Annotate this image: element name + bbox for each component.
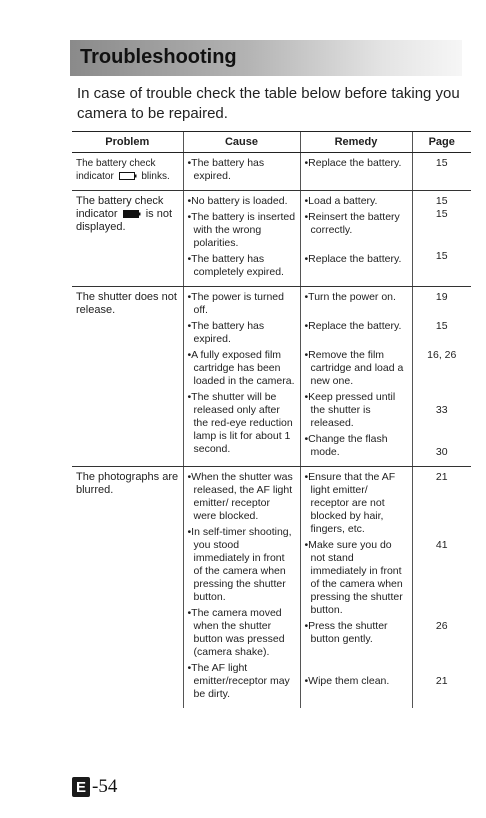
problem-cell: The photographs are blurred.: [76, 471, 179, 496]
page-ref: 33: [435, 404, 448, 416]
cause-item: •No battery is loaded.: [187, 195, 288, 207]
page-ref: 26: [435, 620, 448, 632]
cause-cell: [183, 153, 300, 191]
page-ref: 41: [435, 539, 448, 551]
remedy-item: •Replace the battery.: [304, 157, 402, 169]
header-cause: Cause: [183, 132, 300, 153]
problem-cell: [72, 191, 183, 287]
table-row: [72, 191, 471, 287]
header-page: Page: [412, 132, 471, 153]
page-ref: 21: [435, 471, 448, 483]
header-remedy: Remedy: [300, 132, 412, 153]
cause-item: •In self-timer shooting, you stood immediately in front of the camera when pressing the shutter button.: [187, 526, 292, 603]
cause-item: •When the shutter was released, the AF light emitter/ receptor were blocked.: [187, 471, 293, 522]
remedy-item: •Change the flash mode.: [304, 433, 388, 458]
cause-item: •The camera moved when the shutter button was pressed (camera shake).: [187, 607, 285, 658]
page-ref: 15: [435, 157, 448, 169]
remedy-item: •Wipe them clean.: [304, 675, 390, 687]
problem-text: The battery check indicator: [76, 195, 164, 220]
cause-item: •The battery has expired.: [187, 320, 265, 345]
cause-cell: [183, 191, 300, 287]
remedy-item: •Make sure you do not stand immediately in front of the camera when pressing the shutter button.: [304, 539, 403, 616]
battery-full-icon: [123, 210, 141, 218]
remedy-item: •Press the shutter button gently.: [304, 620, 388, 645]
cause-item: •The battery has expired.: [187, 157, 265, 182]
cause-cell: [183, 467, 300, 709]
title-bar: [70, 40, 462, 76]
table-header-row: [72, 132, 471, 153]
page-ref: 30: [435, 446, 448, 458]
cause-item: •The battery has completely expired.: [187, 253, 284, 278]
page-cell: [412, 191, 471, 287]
remedy-item: •Keep pressed until the shutter is released.: [304, 391, 396, 429]
remedy-item: •Ensure that the AF light emitter/ receptor are not blocked by hair, fingers, etc.: [304, 471, 396, 535]
page-cell: [412, 153, 471, 191]
remedy-item: •Load a battery.: [304, 195, 378, 207]
cause-item: •The AF light emitter/receptor may be dirty.: [187, 662, 290, 700]
remedy-item: •Replace the battery.: [304, 253, 402, 265]
cause-item: •The shutter will be released only after the red-eye reduction lamp is lit for about 1 second.: [187, 391, 293, 455]
page-cell: [412, 287, 471, 467]
remedy-item: •Remove the film cartridge and load a new one.: [304, 349, 404, 387]
table-row: [72, 467, 471, 709]
page-cell: [412, 467, 471, 709]
page-title: Troubleshooting: [80, 46, 237, 68]
section-letter-badge: E: [72, 777, 90, 797]
remedy-item: •Reinsert the battery correctly.: [304, 211, 400, 236]
header-problem: Problem: [72, 132, 183, 153]
remedy-cell: [300, 467, 412, 709]
problem-cell: The shutter does not release.: [72, 287, 183, 467]
page-ref: 21: [435, 675, 448, 687]
troubleshooting-table: [72, 131, 471, 708]
table-row: [72, 287, 471, 467]
problem-text: blinks.: [141, 171, 170, 182]
intro-text: In case of trouble check the table below before taking you camera to be repaired.: [77, 85, 460, 122]
remedy-item: •Replace the battery.: [304, 320, 402, 332]
problem-cell: [72, 153, 183, 191]
cause-item: •The power is turned off.: [187, 291, 284, 316]
page-ref: 19: [435, 291, 448, 303]
remedy-cell: [300, 191, 412, 287]
page-number-text: -54: [92, 776, 118, 797]
remedy-cell: [300, 153, 412, 191]
page-ref: 15: [435, 250, 448, 262]
cause-item: •The battery is inserted with the wrong polarities.: [187, 211, 296, 249]
cause-item: •A fully exposed film cartridge has been loaded in the camera.: [187, 349, 295, 387]
cause-cell: [183, 287, 300, 467]
remedy-cell: [300, 287, 412, 467]
table-row: [72, 153, 471, 191]
problem-text: The battery check indicator: [76, 158, 156, 182]
remedy-item: •Turn the power on.: [304, 291, 396, 303]
battery-empty-icon: [119, 172, 137, 180]
page-ref: 15: [435, 195, 448, 207]
page-number: [72, 776, 117, 798]
page-ref: 15: [435, 320, 448, 332]
problem-text: is not displayed.: [76, 208, 172, 233]
page-ref: 16, 26: [427, 349, 457, 361]
page-ref: 15: [435, 208, 448, 220]
